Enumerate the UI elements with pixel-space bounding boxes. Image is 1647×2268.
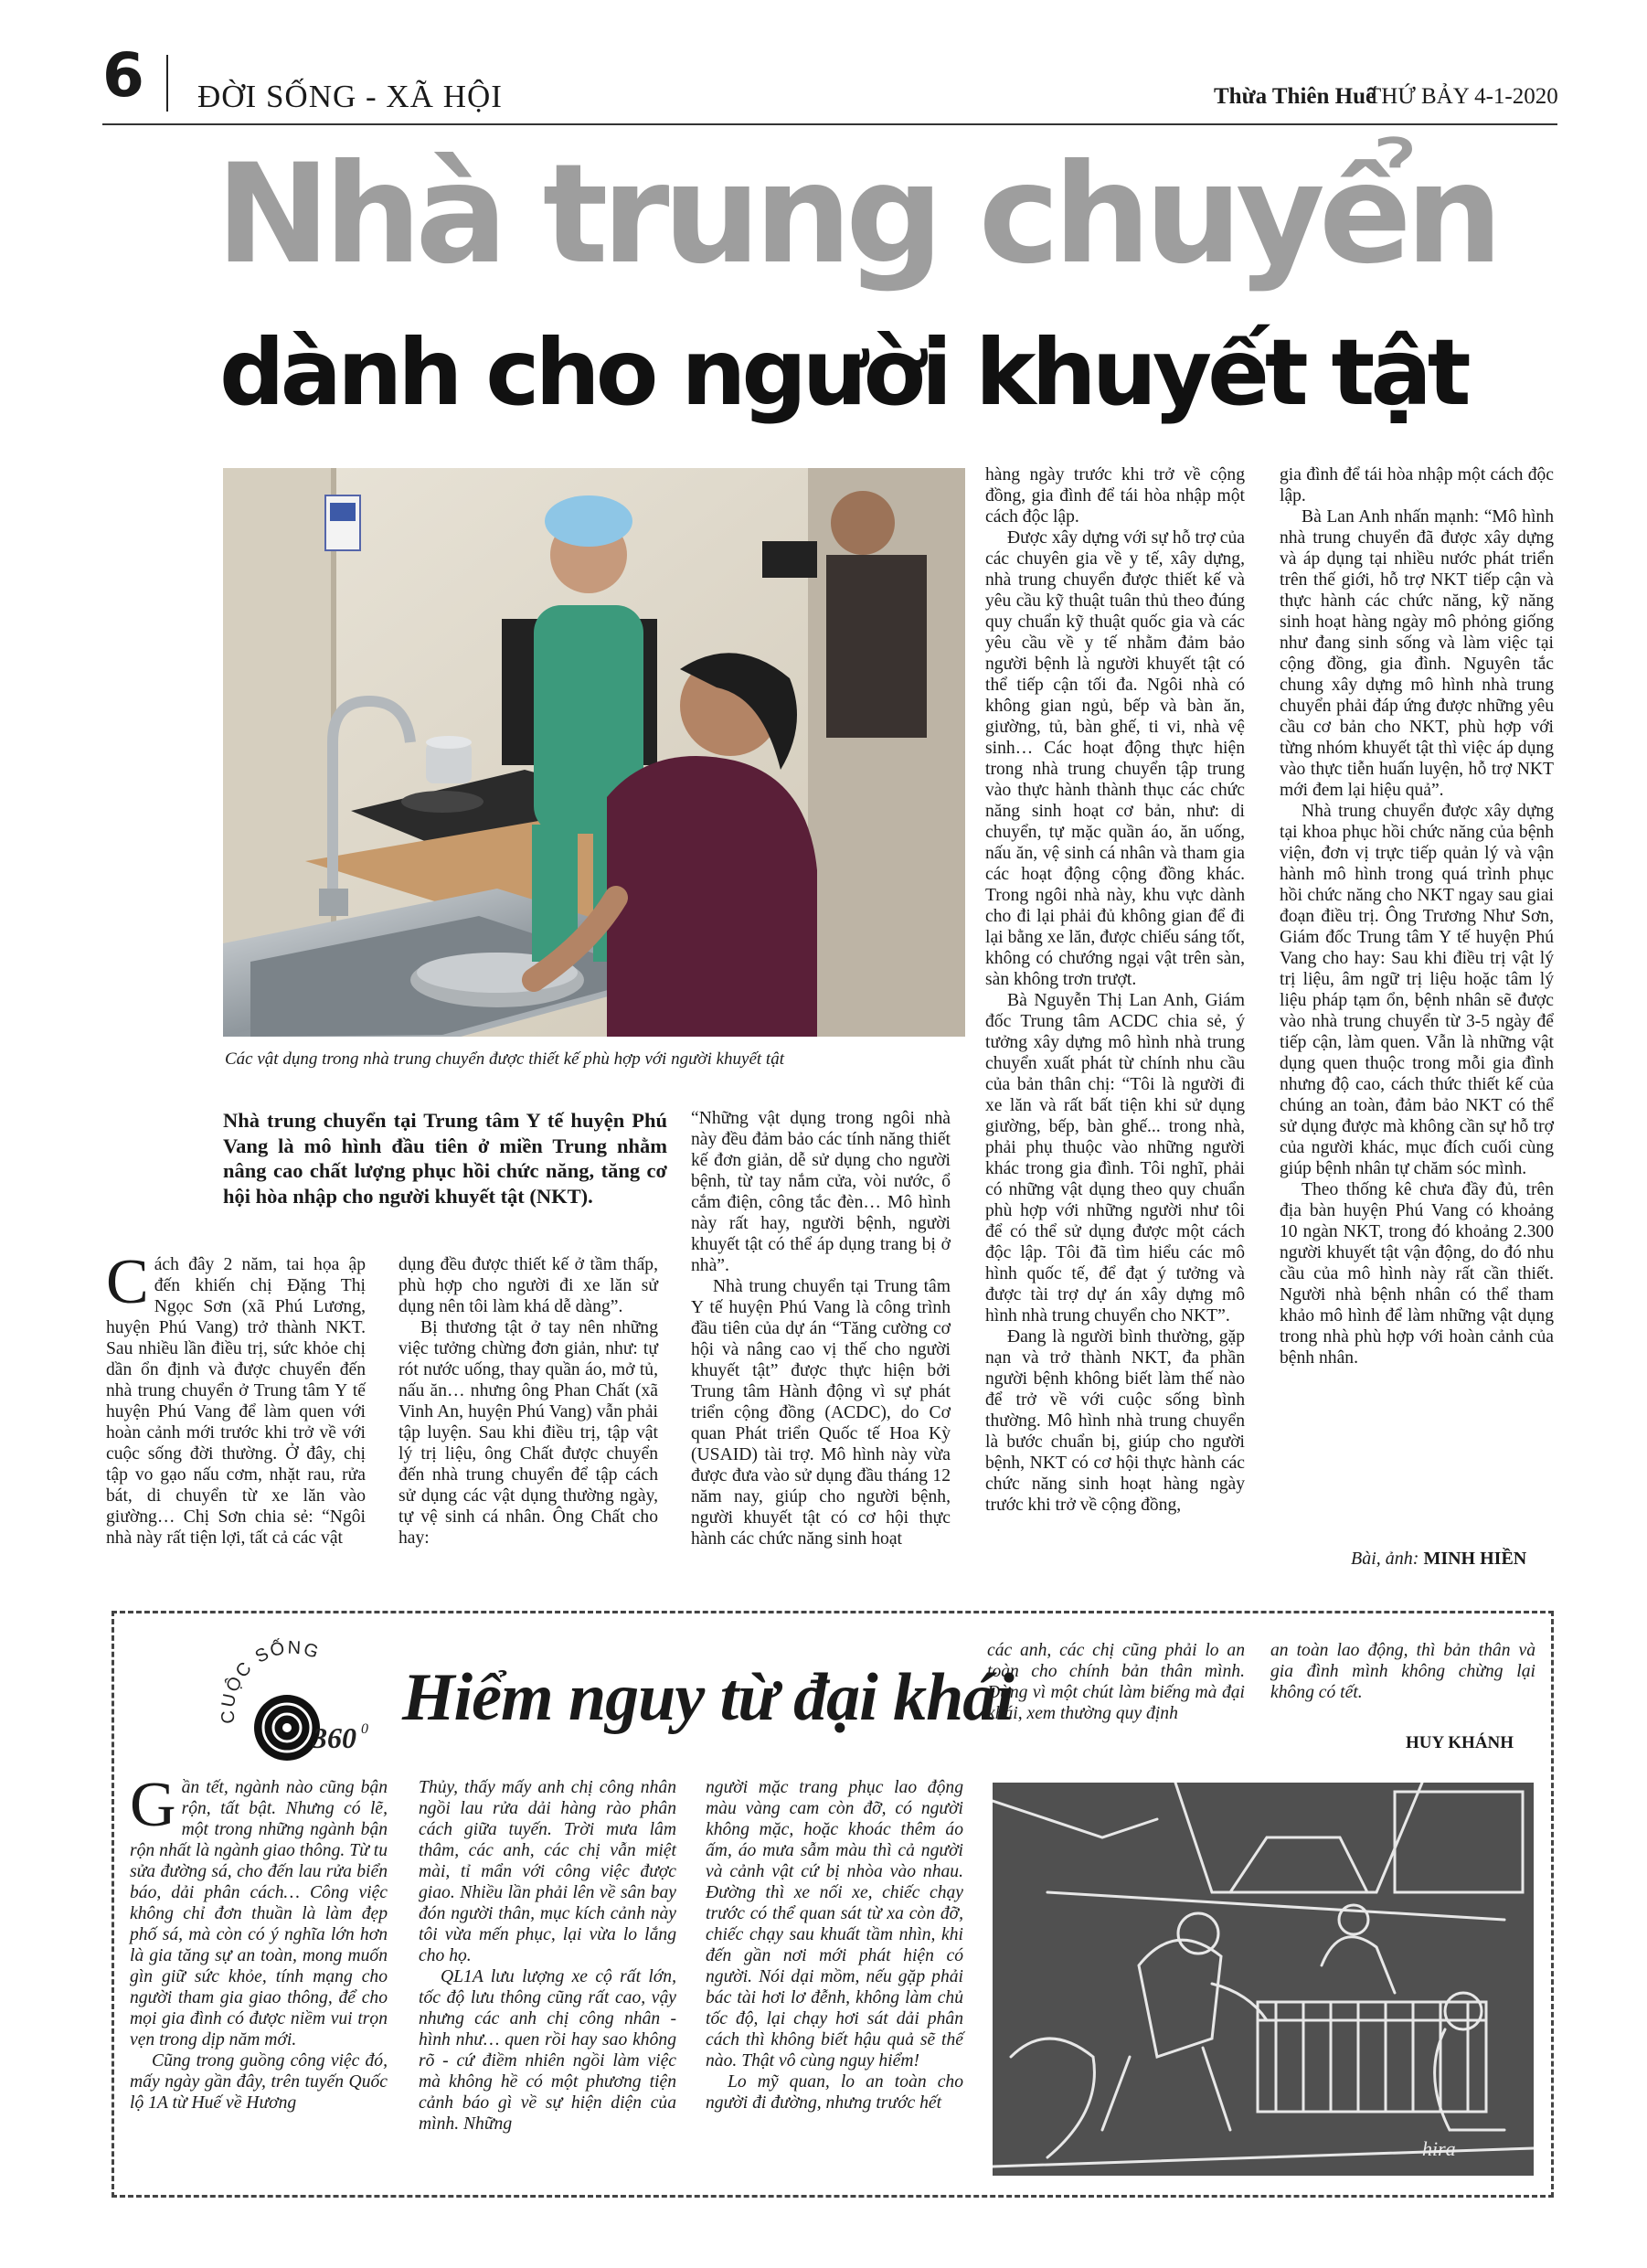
logo-text: CUỘC SỐNG [218,1637,323,1725]
article-column-4 [985,464,1245,1516]
box-author: HUY KHÁNH [1406,1733,1514,1752]
box-paragraph: các anh, các chị cũng phải lo an toàn cho chính bản thân mình. Đừng vì một chút làm biếng mà đại khái, xem thường quy định [987,1641,1245,1723]
article-column-2 [398,1254,658,1549]
issue-date: THỨ BẢY 4-1-2020 [1367,84,1558,109]
article-paragraph: Bà Lan Anh nhấn mạnh: “Mô hình nhà trung chuyển đã được xây dựng và áp dụng tại nhiều nước phát triển trên thế giới, hỗ trợ NKT tiếp cận và thực hành các chức năng, kỹ năng sinh hoạt hàng ngày mô phỏng giống như đang sinh sống và làm việc tại cộng đồng, gia đình. Nguyên tắc chung xây dựng mô hình nhà trung chuyển phải đáp ứng được những yêu cầu cơ bản cho NKT, phù hợp với từng nhóm khuyết tật thì việc áp dụng vào thực tiễn huấn luyện, hỗ trợ NKT mới đem lại hiệu quả”. [1280,507,1554,800]
photo-caption: Các vật dụng trong nhà trung chuyển được thiết kế phù hợp với người khuyết tật [225,1049,784,1069]
article-paragraph [106,1247,366,1549]
byline-label: Bài, ảnh: [1351,1549,1419,1569]
newspaper-name: Thừa Thiên Huế [1214,84,1376,109]
section-name: ĐỜI SỐNG - XÃ HỘI [197,79,503,114]
article-paragraph: Bị thương tật ở tay nên những việc tưởng chừng đơn giản, như: tự rót nước uống, thay quần áo, mở tủ, nấu ăn… nhưng ông Phan Chất (xã Vinh An, huyện Phú Vang) vẫn phải tập luyện. Sau khi điều trị, tập vật lý trị liệu, ông Chất được chuyển đến nhà trung chuyển để tập cách sử dụng các vật dụng thường ngày, tự vệ sinh cá nhân. Ông Chất cho hay: [398,1318,658,1548]
drop-cap: C [106,1247,149,1317]
box-column-5 [1270,1640,1535,1703]
road-workers-sketch [993,1783,1534,2176]
page-number: 6 [102,40,144,111]
paragraph-text: ách đây 2 năm, tai họa ập đến khiến chị Đặng Thị Ngọc Sơn (xã Phú Lương, huyện Phú Vang) trở thành NKT. Sau nhiều lần điều trị, sức khỏe chị dần ổn định và được chuyển đến nhà trung chuyển ở Trung tâm Y tế huyện Phú Vang để làm quen với hoàn cảnh mới trước khi trở về với cuộc sống đời thường. Ở đây, chị tập vo gạo nấu cơm, nhặt rau, rửa bát, di chuyển từ xe lăn vào giường… Chị Sơn chia sẻ: “Ngôi nhà này rất tiện lợi, tất cả các vật [106,1255,366,1548]
box-paragraph: Cũng trong guồng công việc đó, mấy ngày gần đây, trên tuyến Quốc lộ 1A từ Huế về Hương [130,2051,388,2113]
kitchen-scene-illustration [223,468,965,1037]
article-column-1 [106,1247,366,1549]
box-paragraph: an toàn lao động, thì bản thân và gia đình mình không chừng lại không có tết. [1270,1641,1535,1702]
box-column-4 [987,1640,1245,1724]
box-column-3 [706,1777,963,2114]
paragraph-text: ần tết, ngành nào cũng bận rộn, tất bật. Nhưng có lẽ, một trong những ngành bận rộn nhất là ngành giao thông. Từ tu sửa đường sá, cho đến lau rửa biển báo, dải phân cách… Công việc không chỉ đơn thuần là làm đẹp phố sá, mà còn có ý nghĩa lớn hơn là gia tăng sự an toàn, mong muốn gìn giữ sức khỏe, tính mạng cho người tham gia giao thông, để cho mọi gia đình có được niềm vui trọn vẹn trong dịp năm mới. [130,1778,388,2050]
column-title: Hiểm nguy từ đại khái [402,1660,1014,1735]
article-paragraph: hàng ngày trước khi trở về cộng đồng, gia đình để tái hòa nhập một cách độc lập. [985,465,1245,527]
article-byline [1351,1549,1526,1570]
sketch-illustration [993,1783,1534,2176]
box-paragraph: QL1A lưu lượng xe cộ rất lớn, tốc độ lưu thông cũng rất cao, vậy nhưng các anh chị công nhân - hình như… quen rồi hay sao không rõ - cứ điềm nhiên ngồi làm việc mà không hề có một phương tiện cảnh báo gì về sự hiện diện của mình. Những [419,1967,676,2134]
article-lead: Nhà trung chuyển tại Trung tâm Y tế huyện Phú Vang là mô hình đầu tiên ở miền Trung nhằm nâng cao chất lượng phục hồi chức năng, tăng cơ hội hòa nhập cho người khuyết tật (NKT). [223,1109,667,1208]
article-paragraph: dụng đều được thiết kế ở tầm thấp, phù hợp cho người đi xe lăn sử dụng nên tôi làm khá dễ dàng”. [398,1255,658,1316]
article-title-line2: dành cho người khuyết tật [219,319,1467,426]
article-paragraph: Được xây dựng với sự hỗ trợ của các chuyên gia về y tế, xây dựng, nhà trung chuyển được thiết kế và yêu cầu kỹ thuật tuân thủ theo đúng quy chuẩn kỹ thuật quốc gia và các yêu cầu về y tế nhằm đảm bảo người bệnh là người khuyết tật có thể tiếp cận tối đa. Ngôi nhà có không gian ngủ, bếp và bàn ăn, giường, tủ, bàn ghế, ti vi, nhà vệ sinh… Các hoạt động thực hiện trong nhà trung chuyển tập trung vào thực hành thành thục các chức năng sinh hoạt cơ bản, như: di chuyển, tự mặc quần áo, ăn uống, nấu ăn, vệ sinh cá nhân và tham gia các hoạt động cộng đồng khác. Trong ngôi nhà này, khu vực dành cho đi lại phải đủ không gian để đi lại bằng xe lăn, được chiếu sáng tốt, không có chướng ngại vật trên sàn, sàn không trơn trượt. [985,528,1245,989]
article-title-line1: Nhà trung chuyển [216,135,1497,294]
box-paragraph: Lo mỹ quan, lo an toàn cho người đi đường, nhưng trước hết [706,2072,963,2113]
box-paragraph: Thủy, thấy mấy anh chị công nhân ngồi lau rửa dải hàng rào phân cách giữa tuyến. Trời mưa lâm thâm, các anh, các chị vẫn miệt mài, tỉ mẩn với công việc được giao. Nhiều lần phải lên về sân bay đón người thân, mục kích cảnh này tôi vừa mến phục, lại vừa lo lắng cho họ. [419,1778,676,1965]
drop-cap: G [130,1770,176,1840]
logo-number: 360 [313,1721,356,1754]
sketch-signature: hira [1422,2137,1456,2160]
byline-author: MINH HIỀN [1423,1549,1527,1569]
article-photo [223,468,965,1037]
article-paragraph: Theo thống kê chưa đầy đủ, trên địa bàn huyện Phú Vang có khoảng 10 ngàn NKT, trong đó khoảng 2.300 người khuyết tật vận động, do đó nhu cầu của mô hình này rất cần thiết. Người nhà bệnh nhân có thể tham khảo mô hình để làm những vật dụng trong nhà phù hợp với hoàn cảnh của bệnh nhân. [1280,1180,1554,1368]
header-rule [102,123,1557,125]
header-divider [166,55,168,112]
cuoc-song-360-logo [212,1636,381,1764]
box-column-2 [419,1777,676,2135]
logo-degree: 0 [361,1721,368,1737]
article-paragraph: Nhà trung chuyển tại Trung tâm Y tế huyện Phú Vang là công trình đầu tiên của dự án “Tăng cường cơ hội và nâng cao vị thế cho người khuyết tật” được thực hiện bởi Trung tâm Hành động vì sự phát triển cộng đồng (ACDC), do Cơ quan Phát triển Quốc tế Hoa Kỳ (USAID) tài trợ. Mô hình này vừa được đưa vào sử dụng đầu tháng 12 năm nay, giúp cho người bệnh, người khuyết tật có cơ hội thực hành các chức năng sinh hoạt [691,1277,951,1549]
article-paragraph: Đang là người bình thường, gặp nạn và trở thành NKT, đa phần người bệnh không biết làm thế nào để trở về với cuộc sống bình thường. Mô hình nhà trung chuyển là bước chuẩn bị, giúp cho người bệnh, NKT có cơ hội thực hành các chức năng sinh hoạt hàng ngày trước khi trở về cộng đồng, [985,1327,1245,1515]
box-paragraph: người mặc trang phục lao động màu vàng cam còn đỡ, có người không mặc, hoặc khoác thêm áo ấm, áo mưa sẫm màu thì cả người và cảnh vật cứ bị nhòa vào nhau. Đường thì xe nối xe, chiếc chạy trước có thể quan sát từ xa còn đỡ, chiếc chạy sau khuất tầm nhìn, khi đến gần nơi mới phát hiện có người. Nói dại mồm, nếu gặp phải bác tài hơi lơ đễnh, không làm chủ tốc độ, lại chạy hơi sát dải phân cách thì không biết hậu quả sẽ thế nào. Thật vô cùng nguy hiểm! [706,1778,963,2071]
article-paragraph: “Những vật dụng trong ngôi nhà này đều đảm bảo các tính năng thiết kế đơn giản, dễ sử dụng cho người bệnh, từ tay nắm cửa, vòi nước, ổ cắm điện, công tắc đèn… Mô hình này rất hay, người bệnh, người khuyết tật có thể áp dụng trang bị ở nhà”. [691,1109,951,1275]
article-paragraph: gia đình để tái hòa nhập một cách độc lập. [1280,465,1554,506]
box-column-1 [130,1770,388,2114]
article-column-5 [1280,464,1554,1368]
article-column-3 [691,1108,951,1549]
box-paragraph [130,1770,388,2050]
article-paragraph: Bà Nguyễn Thị Lan Anh, Giám đốc Trung tâm ACDC chia sẻ, ý tưởng xây dựng mô hình nhà trung chuyển xuất phát từ chính nhu cầu của bản thân chị: “Tôi là người đi xe lăn và rất bất tiện khi sử dụng giường, bếp, bàn ghế... trong nhà, phải phụ thuộc vào những người khác trong gia đình. Tôi nghĩ, phải có những vật dụng theo quy chuẩn phù hợp với những người như tôi để có thể sử dụng được một cách độc lập. Tôi đã tìm hiểu các mô hình quốc tế, để đạt ý tưởng và được tài trợ dự án xây dựng mô hình nhà trung chuyển cho NKT”. [985,991,1245,1326]
article-paragraph: Nhà trung chuyển được xây dựng tại khoa phục hồi chức năng của bệnh viện, đơn vị trực tiếp quản lý và vận hành mô hình trong quá trình phục hồi chức năng cho NKT ngay sau giai đoạn điều trị. Ông Trương Như Sơn, Giám đốc Trung tâm Y tế huyện Phú Vang cho hay: Sau khi điều trị vật lý trị liệu, âm ngữ trị liệu hoặc tâm lý liệu pháp tạm ổn, bệnh nhân sẽ được vào nhà trung chuyển từ 3-5 ngày để tiếp cận, làm quen. Vẫn là những vật dụng quen thuộc trong mỗi gia đình nhưng độ cao, cách thức thiết kế của chúng an toàn, đảm bảo NKT có thể sử dụng được mà không cần sự hỗ trợ của người khác, mục đích cuối cùng giúp bệnh nhân tự chăm sóc mình. [1280,802,1554,1178]
